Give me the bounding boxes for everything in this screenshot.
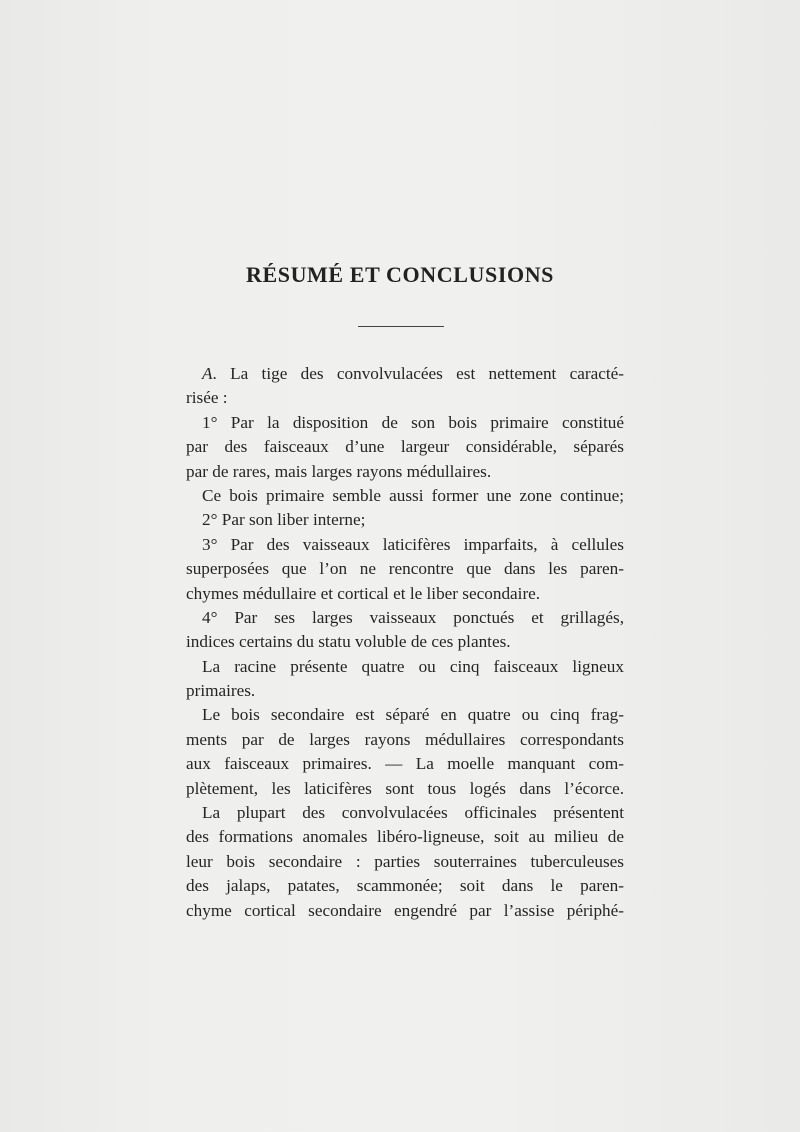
section-marker: A bbox=[202, 364, 213, 383]
text-line: A. La tige des convolvulacées est nettement caracté- bbox=[202, 364, 624, 383]
body-text bbox=[186, 362, 624, 923]
text-line: 2° Par son liber interne; bbox=[202, 510, 366, 530]
text-line: ments par de larges rayons médullaires correspondants bbox=[186, 729, 624, 749]
text-line: leur bois secondaire : parties souterraines tuberculeuses bbox=[186, 851, 624, 871]
text-line: par des faisceaux d’une largeur considérable, séparés bbox=[186, 437, 624, 457]
text-line: 3° Par des vaisseaux laticifères imparfaits, à cellules bbox=[202, 534, 624, 554]
text-line: Ce bois primaire semble aussi former une zone continue; bbox=[202, 485, 624, 505]
text-line: superposées que l’on ne rencontre que dans les paren- bbox=[186, 559, 624, 579]
text-line: La racine présente quatre ou cinq faisceaux ligneux bbox=[202, 656, 624, 676]
text-line: primaires. bbox=[186, 681, 256, 701]
text-line: plètement, les laticifères sont tous logés dans l’écorce. bbox=[186, 778, 624, 798]
text-line: risée : bbox=[186, 388, 228, 408]
text-line: des formations anomales libéro-ligneuse, soit au milieu de bbox=[186, 827, 624, 847]
text-line: La plupart des convolvulacées officinales présentent bbox=[202, 803, 624, 823]
text-line: 1° Par la disposition de son bois primaire constitué bbox=[202, 412, 624, 432]
text-line: Le bois secondaire est séparé en quatre ou cinq frag- bbox=[202, 705, 624, 725]
text-line: aux faisceaux primaires. — La moelle manquant com- bbox=[186, 754, 624, 774]
title-divider bbox=[358, 326, 444, 327]
text-line: par de rares, mais larges rayons médullaires. bbox=[186, 461, 492, 481]
text-line: chymes médullaire et cortical et le liber secondaire. bbox=[186, 583, 541, 603]
text-line: 4° Par ses larges vaisseaux ponctués et grillagés, bbox=[202, 607, 624, 627]
page-title: RÉSUMÉ ET CONCLUSIONS bbox=[245, 262, 555, 287]
text-line: des jalaps, patates, scammonée; soit dans le paren- bbox=[186, 876, 624, 896]
text-line: chyme cortical secondaire engendré par l’assise périphé- bbox=[186, 900, 624, 920]
text-line: indices certains du statu voluble de ces plantes. bbox=[186, 632, 511, 652]
